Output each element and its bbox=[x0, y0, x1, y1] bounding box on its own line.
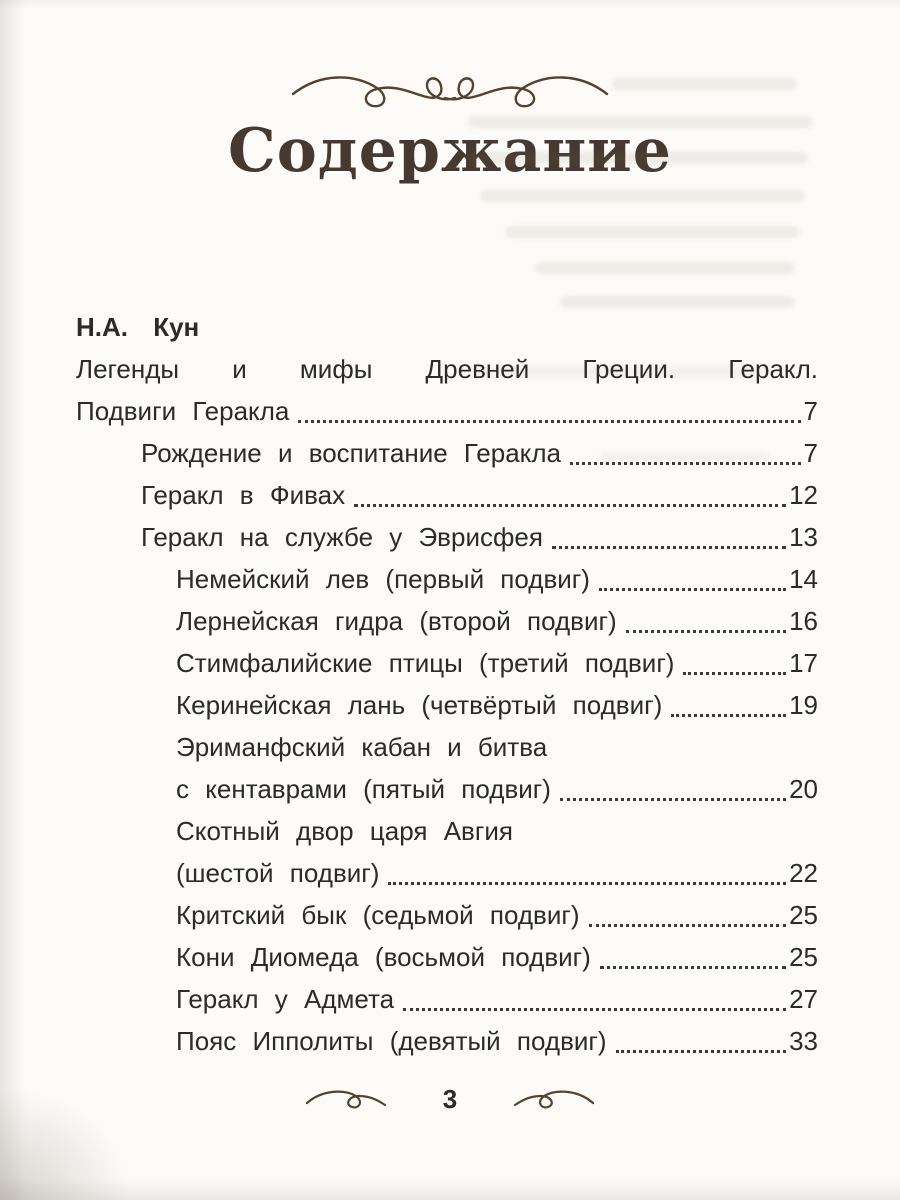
show-through-ghost bbox=[505, 226, 800, 238]
toc-entry-title: Критский бык (седьмой подвиг) bbox=[176, 900, 580, 930]
toc-entry-title: Геракл у Адмета bbox=[176, 984, 395, 1014]
toc-entry-title: Геракл в Фивах bbox=[141, 480, 346, 510]
toc-entry bbox=[76, 894, 818, 936]
toc-entry-line bbox=[176, 684, 818, 726]
toc-entry-line bbox=[141, 474, 818, 516]
toc-entry bbox=[76, 600, 818, 642]
toc-entry bbox=[76, 810, 818, 894]
dot-leader bbox=[589, 894, 787, 927]
dot-leader bbox=[552, 516, 786, 549]
toc-list bbox=[76, 306, 818, 1062]
dot-leader bbox=[298, 390, 800, 423]
toc-entry-page-number: 33 bbox=[789, 1026, 818, 1056]
toc-entry-line bbox=[176, 768, 818, 810]
show-through-ghost bbox=[612, 78, 797, 90]
dot-leader bbox=[354, 474, 786, 507]
toc-entry-page-number: 19 bbox=[789, 690, 818, 720]
toc-entry-page-number: 25 bbox=[789, 900, 818, 930]
toc-entries bbox=[76, 348, 818, 1062]
toc-entry bbox=[76, 684, 818, 726]
show-through-ghost bbox=[535, 262, 795, 274]
toc-entry-page-number: 27 bbox=[789, 984, 818, 1014]
toc-entry-title: Стимфалийские птицы (третий подвиг) bbox=[176, 648, 675, 678]
toc-entry bbox=[76, 1020, 818, 1062]
toc-entry-page-number: 13 bbox=[789, 522, 818, 552]
toc-entry bbox=[76, 978, 818, 1020]
toc-entry-title: Геракл на службе у Эврисфея bbox=[141, 522, 543, 552]
toc-entry-line bbox=[176, 936, 818, 978]
toc-entry-page-number: 22 bbox=[789, 858, 818, 888]
toc-entry-line bbox=[141, 516, 818, 558]
scan-edge-shadow bbox=[0, 0, 900, 10]
toc-entry-title: (шестой подвиг) bbox=[176, 858, 380, 888]
dot-leader bbox=[683, 642, 786, 675]
page-title: Содержание bbox=[228, 116, 672, 186]
dot-leader bbox=[626, 600, 786, 633]
toc-entry-line: Легенды и мифы Древней Греции. Геракл. bbox=[76, 354, 818, 384]
toc-entry-line bbox=[141, 432, 818, 474]
toc-entry-page-number: 12 bbox=[789, 480, 818, 510]
toc-entry bbox=[76, 474, 818, 516]
toc-author: Н.А. Кун bbox=[76, 312, 200, 342]
dot-leader bbox=[388, 852, 786, 885]
toc-entry-page-number: 17 bbox=[789, 648, 818, 678]
toc-entry-title: Керинейская лань (четвёртый подвиг) bbox=[176, 690, 663, 720]
toc-entry-line bbox=[176, 894, 818, 936]
toc-entry-title: Кони Диомеда (восьмой подвиг) bbox=[176, 942, 591, 972]
toc-entry bbox=[76, 516, 818, 558]
footer-swirl-right-ornament bbox=[511, 1085, 597, 1115]
toc-entry-line: Эриманфский кабан и битва bbox=[176, 732, 548, 762]
page-footer bbox=[0, 1084, 900, 1115]
scan-edge-shadow bbox=[0, 1178, 900, 1200]
toc-entry-line bbox=[176, 852, 818, 894]
toc-entry-page-number: 16 bbox=[789, 606, 818, 636]
toc-entry-line bbox=[176, 642, 818, 684]
toc-entry-line bbox=[176, 978, 818, 1020]
toc-entry bbox=[76, 726, 818, 810]
dot-leader bbox=[560, 768, 786, 801]
show-through-ghost bbox=[480, 190, 805, 202]
page-number: 3 bbox=[442, 1084, 458, 1114]
toc-entry bbox=[76, 432, 818, 474]
toc-entry-line bbox=[176, 600, 818, 642]
toc-entry-page-number: 7 bbox=[803, 396, 818, 426]
toc-entry-page-number: 14 bbox=[789, 564, 818, 594]
top-flourish-ornament bbox=[285, 64, 615, 116]
toc-entry-title: Немейский лев (первый подвиг) bbox=[176, 564, 590, 594]
toc-entry-title: с кентаврами (пятый подвиг) bbox=[176, 774, 551, 804]
toc-entry-title: Подвиги Геракла bbox=[76, 396, 290, 426]
toc-entry bbox=[76, 642, 818, 684]
toc-entry bbox=[76, 936, 818, 978]
toc-entry-line bbox=[176, 558, 818, 600]
toc-entry-page-number: 20 bbox=[789, 774, 818, 804]
toc-entry-line bbox=[76, 390, 818, 432]
toc-entry-title: Рождение и воспитание Геракла bbox=[141, 438, 561, 468]
dot-leader bbox=[616, 1020, 787, 1053]
toc-entry bbox=[76, 348, 818, 432]
toc-entry-title: Лернейская гидра (второй подвиг) bbox=[176, 606, 617, 636]
dot-leader bbox=[403, 978, 786, 1011]
toc-entry-page-number: 7 bbox=[803, 438, 818, 468]
toc-entry-line bbox=[176, 1020, 818, 1062]
toc-entry bbox=[76, 558, 818, 600]
toc-entry-title: Пояс Ипполиты (девятый подвиг) bbox=[176, 1026, 607, 1056]
toc-entry-page-number: 25 bbox=[789, 942, 818, 972]
footer-swirl-left-ornament bbox=[303, 1085, 389, 1115]
toc-entry-line: Скотный двор царя Авгия bbox=[176, 816, 513, 846]
dot-leader bbox=[600, 936, 786, 969]
dot-leader bbox=[570, 432, 801, 465]
dot-leader bbox=[671, 684, 786, 717]
dot-leader bbox=[599, 558, 786, 591]
